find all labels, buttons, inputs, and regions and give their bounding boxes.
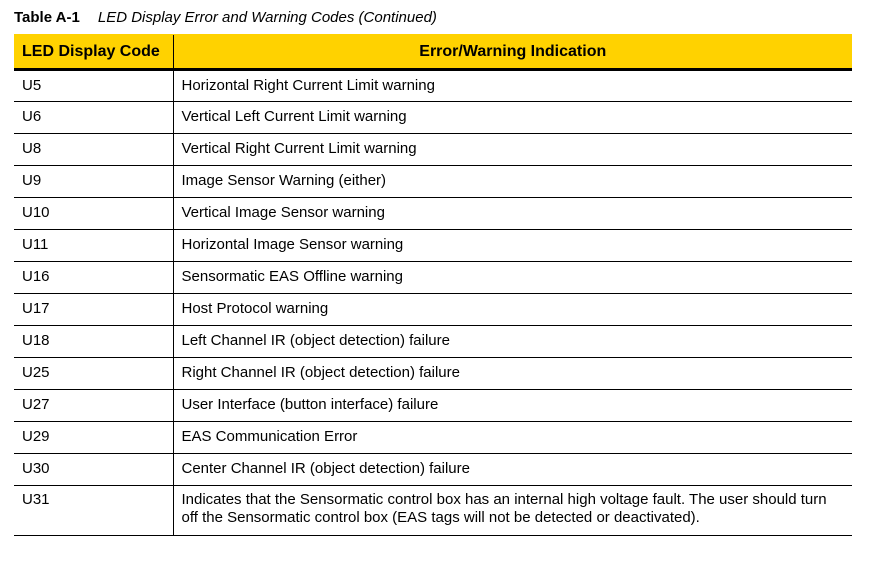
table-row [14, 134, 852, 166]
indication-cell: Center Channel IR (object detection) failure [173, 454, 852, 486]
code-cell: U31 [14, 486, 173, 536]
indication-cell: Sensormatic EAS Offline warning [173, 262, 852, 294]
header-error-warning-indication: Error/Warning Indication [173, 35, 852, 70]
error-codes-table [14, 34, 852, 536]
code-cell: U5 [14, 70, 173, 102]
code-cell: U25 [14, 358, 173, 390]
indication-cell: Vertical Image Sensor warning [173, 198, 852, 230]
code-cell: U11 [14, 230, 173, 262]
table-row [14, 230, 852, 262]
table-caption [14, 9, 437, 27]
table-header-row [14, 35, 852, 70]
indication-cell: Horizontal Image Sensor warning [173, 230, 852, 262]
indication-cell: Image Sensor Warning (either) [173, 166, 852, 198]
table-row [14, 198, 852, 230]
indication-cell: Vertical Right Current Limit warning [173, 134, 852, 166]
indication-cell: Left Channel IR (object detection) failure [173, 326, 852, 358]
table-title: LED Display Error and Warning Codes (Continued) [97, 9, 437, 26]
table-row [14, 486, 852, 536]
code-cell: U10 [14, 198, 173, 230]
code-cell: U27 [14, 390, 173, 422]
code-cell: U18 [14, 326, 173, 358]
indication-cell: User Interface (button interface) failure [173, 390, 852, 422]
code-cell: U30 [14, 454, 173, 486]
table-row [14, 422, 852, 454]
code-cell: U29 [14, 422, 173, 454]
indication-cell: Host Protocol warning [173, 294, 852, 326]
indication-cell: EAS Communication Error [173, 422, 852, 454]
table-row [14, 262, 852, 294]
table-row [14, 70, 852, 102]
indication-cell: Indicates that the Sensormatic control box has an internal high voltage fault. The user should turn off the Sensormatic control box (EAS tags will not be detected or deactivated). [173, 486, 852, 536]
table-row [14, 102, 852, 134]
code-cell: U16 [14, 262, 173, 294]
table-row [14, 358, 852, 390]
table-row [14, 390, 852, 422]
indication-cell: Vertical Left Current Limit warning [173, 102, 852, 134]
table-number: Table A-1 [14, 9, 80, 26]
table-row [14, 454, 852, 486]
indication-cell: Right Channel IR (object detection) failure [173, 358, 852, 390]
code-cell: U9 [14, 166, 173, 198]
table-row [14, 294, 852, 326]
table-row [14, 326, 852, 358]
header-led-display-code: LED Display Code [14, 35, 173, 70]
indication-cell: Horizontal Right Current Limit warning [173, 70, 852, 102]
table-row [14, 166, 852, 198]
code-cell: U6 [14, 102, 173, 134]
code-cell: U8 [14, 134, 173, 166]
code-cell: U17 [14, 294, 173, 326]
